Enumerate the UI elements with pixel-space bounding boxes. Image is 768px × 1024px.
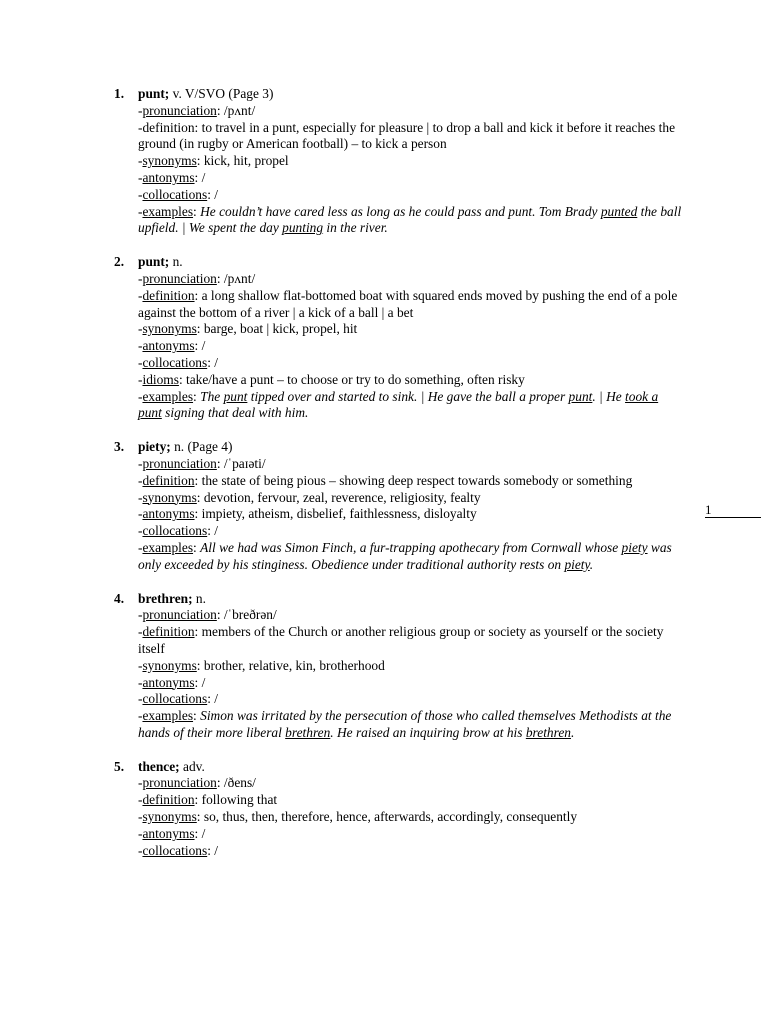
field-text: : barge, boat | kick, propel, hit xyxy=(196,321,358,337)
entry-field: -collocations: / xyxy=(138,842,218,858)
field-label: synonyms xyxy=(142,809,197,825)
entry-number: 2. xyxy=(114,254,125,270)
field-label: examples xyxy=(142,539,194,555)
field-text: : following that xyxy=(194,792,278,808)
entry-headword-line xyxy=(138,254,684,271)
entry-field: -antonyms: / xyxy=(138,674,206,690)
field-text: : take/have a punt – to choose or try to do something, often risky xyxy=(178,371,525,387)
vocab-entry xyxy=(114,86,684,237)
field-text: : / xyxy=(207,842,218,858)
entry-field: -examples: The punt tipped over and started to sink. | He gave the ball a proper punt. | He took a punt signing that deal with him. xyxy=(138,388,659,421)
entry-field: -antonyms: / xyxy=(138,825,206,841)
entry-headword-line xyxy=(138,759,684,776)
entry-field: -definition: the state of being pious – showing deep respect towards somebody or something xyxy=(138,472,633,488)
field-label: pronunciation xyxy=(142,270,217,286)
entry-part-of-speech: n. (Page 4) xyxy=(170,439,233,455)
field-text: The xyxy=(200,388,224,404)
entry-headword: punt; xyxy=(138,86,170,101)
field-label: antonyms xyxy=(142,338,195,354)
entry-headword-line xyxy=(138,591,684,608)
field-label: collocations xyxy=(142,354,208,370)
field-label: pronunciation xyxy=(142,607,217,623)
entry-field: -pronunciation: /ˈbreðrən/ xyxy=(138,607,277,623)
entry-part-of-speech: n. xyxy=(192,590,206,606)
field-label: antonyms xyxy=(142,506,195,522)
field-text: . He raised an inquiring brow at his xyxy=(330,724,526,740)
field-text: : / xyxy=(194,825,206,841)
entry-field: -definition: to travel in a punt, especially for pleasure | to drop a ball and kick it before it reaches the ground (in rugby or American football) – to kick a person xyxy=(138,119,676,152)
entry-part-of-speech: v. V/SVO (Page 3) xyxy=(169,86,274,101)
field-text: was only exceeded by his stinginess. Obedience under traditional authority rests on xyxy=(138,539,672,572)
entry-field: -collocations: / xyxy=(138,523,218,539)
entry-field: -antonyms: / xyxy=(138,338,206,354)
entry-field: -collocations: / xyxy=(138,354,218,370)
example-keyword: punt xyxy=(223,388,248,404)
field-label: definition xyxy=(142,792,195,808)
entry-headword: punt; xyxy=(138,254,170,270)
example-keyword: brethren xyxy=(285,724,331,740)
field-label: definition xyxy=(142,472,195,488)
entry-part-of-speech: n. xyxy=(169,254,183,270)
entry-part-of-speech: adv. xyxy=(179,758,205,774)
example-keyword: punting xyxy=(282,220,324,236)
field-text: : / xyxy=(207,354,218,370)
entry-field: -definition: following that xyxy=(138,792,278,808)
entry-field: -synonyms: brother, relative, kin, brotherhood xyxy=(138,657,385,673)
field-text: : a long shallow flat-bottomed boat with squared ends moved by pushing the end of a pole against the bottom of a river | a kick of a ball | a bet xyxy=(138,287,678,320)
field-text: : kick, hit, propel xyxy=(196,153,289,169)
vocab-entry xyxy=(114,759,684,860)
entry-field: -pronunciation: /ðens/ xyxy=(138,775,256,791)
field-text: : /ˈbreðrən/ xyxy=(216,607,277,623)
field-text: : / xyxy=(207,691,218,707)
entry-field: -collocations: / xyxy=(138,186,218,202)
field-label: definition xyxy=(142,624,195,640)
field-text: : devotion, fervour, zeal, reverence, religiosity, fealty xyxy=(196,489,481,505)
entry-field: -synonyms: so, thus, then, therefore, hence, afterwards, accordingly, consequently xyxy=(138,809,578,825)
field-text: : /pʌnt/ xyxy=(216,102,256,118)
field-label: collocations xyxy=(142,842,208,858)
entry-field: -examples: He couldn’t have cared less as long as he could pass and punt. Tom Brady punted the ball upfield. | We spent the day punting in the river. xyxy=(138,203,682,236)
field-text: : brother, relative, kin, brotherhood xyxy=(196,657,385,673)
entry-field: -synonyms: kick, hit, propel xyxy=(138,153,289,169)
field-text: : / xyxy=(207,186,218,202)
entry-field: -synonyms: devotion, fervour, zeal, reverence, religiosity, fealty xyxy=(138,489,481,505)
field-text: : xyxy=(193,203,201,219)
example-keyword: piety xyxy=(564,556,590,572)
field-text: the ball upfield. | We spent the day xyxy=(138,203,682,236)
entry-field: -idioms: take/have a punt – to choose or try to do something, often risky xyxy=(138,371,525,387)
field-text: tipped over and started to sink. | He gave the ball a proper xyxy=(247,388,569,404)
field-label: antonyms xyxy=(142,825,195,841)
entry-headword: thence; xyxy=(138,758,180,774)
entry-number: 5. xyxy=(114,758,125,774)
field-label: examples xyxy=(142,388,194,404)
example-keyword: punted xyxy=(600,203,638,219)
field-label: synonyms xyxy=(142,153,197,169)
field-text: Simon was irritated by the persecution of those who called themselves Methodists at the hands of their more liberal xyxy=(138,708,672,740)
example-keyword: piety xyxy=(621,539,648,555)
entry-headword-line xyxy=(138,439,684,456)
entry-field: -antonyms: / xyxy=(138,169,206,185)
field-text: : the state of being pious – showing deep respect towards somebody or something xyxy=(194,472,633,488)
entry-number: 3. xyxy=(114,439,125,455)
field-text: . xyxy=(570,724,575,740)
entry-headword-line xyxy=(138,86,684,103)
field-text: All we had was Simon Finch, a fur-trapping apothecary from Cornwall whose xyxy=(200,539,622,555)
entry-headword: brethren; xyxy=(138,590,193,606)
field-text: : xyxy=(193,539,201,555)
page-number-mark: 1 xyxy=(705,502,761,518)
field-text: : xyxy=(193,708,201,724)
vocab-entry xyxy=(114,254,684,422)
entry-field: -antonyms: impiety, atheism, disbelief, faithlessness, disloyalty xyxy=(138,506,477,522)
field-text: : so, thus, then, therefore, hence, afterwards, accordingly, consequently xyxy=(196,809,578,825)
entry-field: -synonyms: barge, boat | kick, propel, hit xyxy=(138,321,358,337)
field-text: He couldn’t have cared less as long as he could pass and punt. Tom Brady xyxy=(200,203,601,219)
field-label: pronunciation xyxy=(142,102,217,118)
field-label: pronunciation xyxy=(142,455,217,471)
example-keyword: brethren xyxy=(525,724,571,740)
field-label: pronunciation xyxy=(142,775,217,791)
field-label: examples xyxy=(142,708,194,724)
field-text: : /ðens/ xyxy=(216,775,256,791)
field-text: : members of the Church or another religious group or society as yourself or the society itself xyxy=(138,624,664,656)
field-text: : /ˈpaɪəti/ xyxy=(216,455,266,471)
field-label: synonyms xyxy=(142,321,197,337)
field-text: . xyxy=(589,556,594,572)
field-label: collocations xyxy=(142,691,208,707)
field-label: collocations xyxy=(142,523,208,539)
entry-field: -examples: Simon was irritated by the persecution of those who called themselves Methodists at the hands of their more liberal brethren. He raised an inquiring brow at his brethren. xyxy=(138,708,672,740)
field-text: : / xyxy=(207,523,218,539)
field-text: : / xyxy=(194,338,206,354)
field-label: antonyms xyxy=(142,169,195,185)
vocab-entry xyxy=(114,591,684,742)
field-label: examples xyxy=(142,203,194,219)
field-text: : / xyxy=(194,169,206,185)
field-text: in the river. xyxy=(323,220,388,236)
entry-field: -examples: All we had was Simon Finch, a fur-trapping apothecary from Cornwall whose piety was only exceeded by his stinginess. Obedience under traditional authority rests on piety. xyxy=(138,539,672,572)
field-text: : /pʌnt/ xyxy=(216,270,256,286)
field-label: definition xyxy=(142,287,195,303)
entry-number: 1. xyxy=(114,86,125,101)
field-text: definition: to travel in a punt, especially for pleasure | to drop a ball and kick it before it reaches the ground (in rugby or American football) – to kick a person xyxy=(138,119,676,152)
field-label: synonyms xyxy=(142,489,197,505)
entry-headword: piety; xyxy=(138,439,171,455)
field-text: : impiety, atheism, disbelief, faithlessness, disloyalty xyxy=(194,506,477,522)
field-label: idioms xyxy=(142,371,179,387)
entry-field: -definition: a long shallow flat-bottomed boat with squared ends moved by pushing the end of a pole against the bottom of a river | a kick of a ball | a bet xyxy=(138,287,678,320)
entry-field: -collocations: / xyxy=(138,691,218,707)
field-label: antonyms xyxy=(142,674,195,690)
entry-field: -definition: members of the Church or another religious group or society as yourself or the society itself xyxy=(138,624,664,656)
example-keyword: punt xyxy=(568,388,593,404)
field-label: synonyms xyxy=(142,657,197,673)
field-text: . | He xyxy=(592,388,626,404)
entry-field: -pronunciation: /pʌnt/ xyxy=(138,102,256,118)
entry-field: -pronunciation: /pʌnt/ xyxy=(138,270,256,286)
field-text: : xyxy=(193,388,201,404)
vocabulary-list xyxy=(114,86,684,876)
field-text: signing that deal with him. xyxy=(161,405,309,421)
field-label: collocations xyxy=(142,186,208,202)
field-text: : / xyxy=(194,674,206,690)
vocab-entry xyxy=(114,439,684,573)
entry-field: -pronunciation: /ˈpaɪəti/ xyxy=(138,455,266,471)
example-keyword: took a punt xyxy=(138,388,659,421)
entry-number: 4. xyxy=(114,590,125,606)
